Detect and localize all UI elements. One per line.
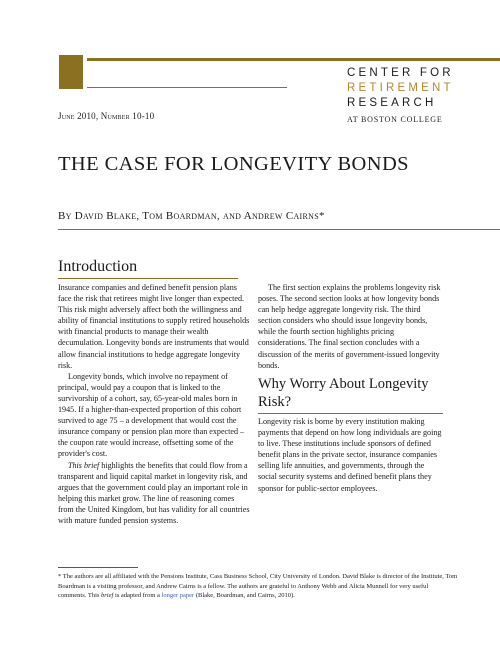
longer-paper-link[interactable]: longer paper <box>161 592 195 600</box>
crr-logo[interactable] <box>347 66 454 127</box>
issue-date: June 2010, Number 10-10 <box>58 111 155 121</box>
document-title: THE CASE FOR LONGEVITY BONDS <box>58 153 409 175</box>
footnote-text-b: is adapted from a <box>113 592 162 600</box>
footnote <box>58 572 458 601</box>
header-accent-square <box>59 55 83 89</box>
footnote-text-a: * The authors are all affiliated with the Pensions Institute, Cass Business School, City University of London. David Blake is director of the Institute, Tom Boardman is a visiting professor, and Andrew Cairns is a fellow. The authors are grateful to Anthony Webb and Alicia Munnell for very useful comments. This <box>58 573 458 600</box>
footnote-text-c: (Blake, Boardman, and Cairns, 2010). <box>194 592 295 600</box>
logo-line-boston-college: AT BOSTON COLLEGE <box>347 115 443 124</box>
intro-paragraph-3 <box>58 460 251 527</box>
why-worry-heading: Why Worry About Longevity Risk? <box>258 376 429 410</box>
why-worry-paragraph-1: Longevity risk is borne by every institution making payments that depend on how long individuals are going to live. These institutions include sponsors of defined benefit plans in the private sector, insurance companies selling life annuities, and governments, through the social security systems and defined benefit plans they sponsor for public-sector employees. <box>258 417 442 493</box>
introduction-heading: Introduction <box>58 258 138 275</box>
logo-line-research: RESEARCH <box>347 97 437 109</box>
left-column <box>58 282 251 526</box>
intro-paragraph-1: Insurance companies and defined benefit pension plans face the risk that retirees might live longer than expected. This risk might adversely affect both the willingness and ability of financial institutions to supply retired households with financial products to manage their wealth decumulation. Longevity bonds are instruments that would allow financial institutions to hedge aggregate longevity risk. <box>58 283 250 370</box>
intro-paragraph-3-text: highlights the benefits that could flow from a transparent and liquid capital market in longevity risk, and argues that the government could play an important role in helping this market grow. The line of reasoning comes from the United Kingdom, but has validity for all countries with mature funded pension systems. <box>58 460 250 525</box>
logo-line-retirement: RETIREMENT <box>347 82 454 94</box>
right-column-bottom <box>258 416 443 494</box>
author-rule <box>58 229 500 230</box>
footnote-rule <box>58 567 138 568</box>
introduction-rule <box>58 278 238 279</box>
footnote-brief-emphasis: brief <box>101 592 114 600</box>
logo-line-center-for: CENTER FOR <box>347 67 454 79</box>
brief-emphasis: This brief <box>68 460 100 470</box>
right-column-top <box>258 282 443 371</box>
header-rule-top <box>87 58 500 61</box>
why-worry-rule <box>258 413 443 414</box>
intro-paragraph-2: Longevity bonds, which involve no repayment of principal, would pay a coupon that is linked to the survivorship of a cohort, say, 65-year-old males born in 1945. If a higher-than-expected proportion of this cohort survived to age 75 – a development that would cost the insurance company or pension plan more than expected – the coupon rate would increase, offsetting some of the provider's cost. <box>58 371 245 459</box>
header-rule-bottom <box>87 87 287 88</box>
intro-paragraph-4: The first section explains the problems longevity risk poses. The second section looks at how longevity bonds can help hedge aggregate longevity risk. The third section considers who should issue longevity bonds, while the fourth section highlights pricing considerations. The final section concludes with a discussion of the merits of government-issued longevity bonds. <box>258 283 441 370</box>
author-byline: By David Blake, Tom Boardman, and Andrew Cairns* <box>58 210 325 222</box>
